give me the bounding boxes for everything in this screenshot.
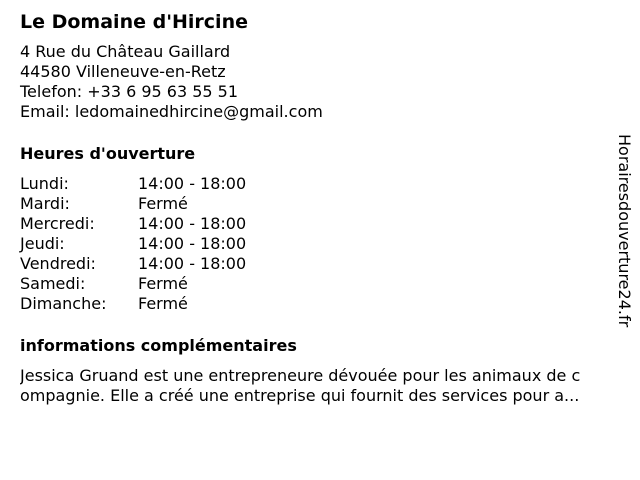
additional-info-heading: informations complémentaires [20, 336, 297, 355]
opening-hours-table [20, 174, 630, 314]
hours-time: Fermé [138, 194, 188, 213]
info-text-line-2: ompagnie. Elle a créé une entreprise qui fournit des services pour a... [20, 386, 580, 405]
business-name: Le Domaine d'Hircine [20, 11, 248, 33]
hours-row-wednesday [20, 214, 630, 234]
hours-time: 14:00 - 18:00 [138, 234, 247, 253]
hours-time: 14:00 - 18:00 [138, 254, 247, 273]
hours-time: Fermé [138, 294, 188, 313]
hours-day: Lundi: [20, 174, 69, 193]
hours-row-friday [20, 254, 630, 274]
site-watermark: Horairesdouverture24.fr [615, 134, 634, 328]
hours-row-thursday [20, 234, 630, 254]
email-address: Email: ledomainedhircine@gmail.com [20, 102, 323, 121]
phone-number: Telefon: +33 6 95 63 55 51 [20, 82, 239, 101]
hours-day: Samedi: [20, 274, 86, 293]
hours-row-tuesday [20, 194, 630, 214]
street-address: 4 Rue du Château Gaillard [20, 42, 231, 61]
hours-row-sunday [20, 294, 630, 314]
hours-day: Jeudi: [20, 234, 65, 253]
hours-day: Vendredi: [20, 254, 96, 273]
info-text-line-1: Jessica Gruand est une entrepreneure dévouée pour les animaux de c [20, 366, 581, 385]
opening-hours-heading: Heures d'ouverture [20, 144, 196, 163]
hours-row-saturday [20, 274, 630, 294]
additional-info-text [20, 366, 628, 406]
hours-day: Dimanche: [20, 294, 107, 313]
hours-time: 14:00 - 18:00 [138, 174, 247, 193]
hours-row-monday [20, 174, 630, 194]
hours-day: Mardi: [20, 194, 70, 213]
hours-time: Fermé [138, 274, 188, 293]
business-card [20, 10, 630, 406]
hours-time: 14:00 - 18:00 [138, 214, 247, 233]
city-address: 44580 Villeneuve-en-Retz [20, 62, 226, 81]
hours-day: Mercredi: [20, 214, 95, 233]
address-block [20, 42, 630, 122]
